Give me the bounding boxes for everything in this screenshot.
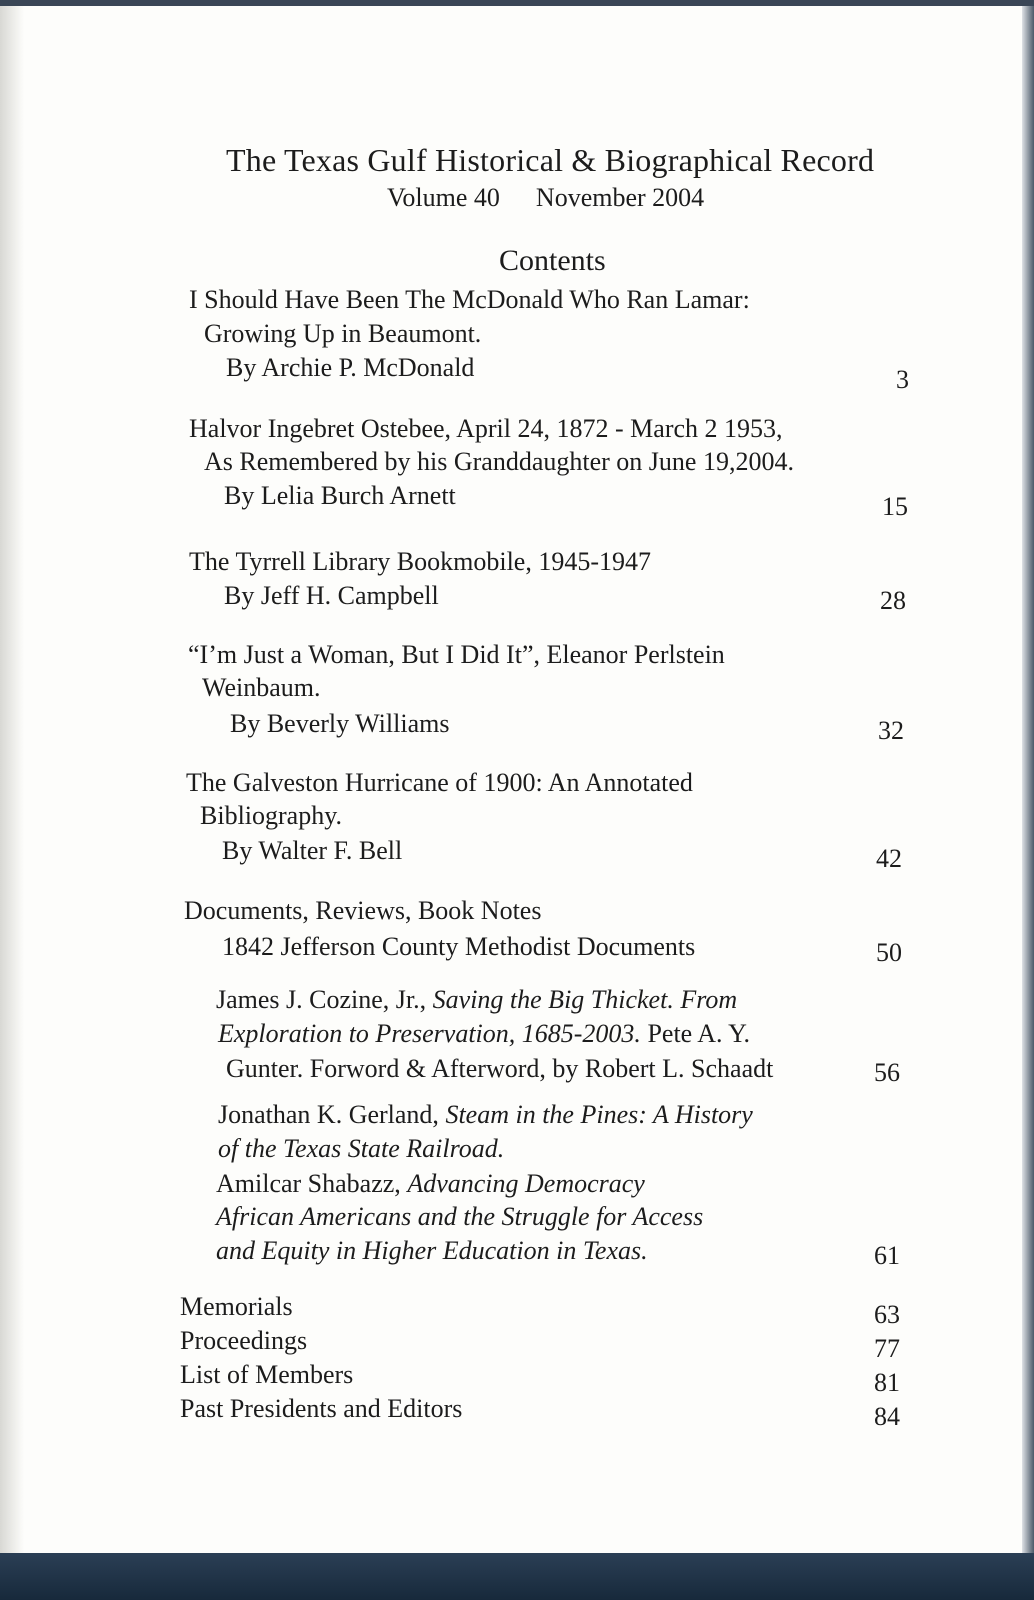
entry-1-author: By Archie P. McDonald: [226, 353, 475, 382]
entry-2-title-line-1: Halvor Ingebret Ostebee, April 24, 1872 - March 2 1953,: [189, 414, 783, 443]
review-shabazz-title-c: and Equity in Higher Education in Texas.: [216, 1236, 648, 1265]
past-presidents-label: Past Presidents and Editors: [180, 1394, 463, 1423]
entry-4-page: 32: [878, 716, 904, 745]
documents-item-1-page: 50: [876, 938, 902, 967]
entry-1-page: 3: [896, 365, 909, 394]
review-cozine-line-1: [216, 985, 737, 1015]
entry-1-title-line-1: I Should Have Been The McDonald Who Ran Lamar:: [189, 285, 750, 314]
journal-title: The Texas Gulf Historical & Biographical Record: [226, 142, 875, 178]
review-gerland-title-b-text: of the Texas State Railroad.: [218, 1134, 505, 1163]
past-presidents-page: 84: [874, 1402, 900, 1431]
review-cozine-title-b: Exploration to Preservation, 1685-2003.: [218, 1019, 641, 1048]
documents-heading: Documents, Reviews, Book Notes: [184, 896, 542, 925]
entry-1-title-line-2: Growing Up in Beaumont.: [204, 319, 482, 348]
volume-line: [387, 183, 704, 213]
documents-item-1: 1842 Jefferson County Methodist Documents: [222, 932, 696, 961]
page-right-edge: [1022, 6, 1034, 1553]
page-spine-shadow: [0, 6, 24, 1553]
review-cozine-page: 56: [874, 1058, 900, 1087]
memorials-page: 63: [874, 1300, 900, 1329]
entry-2-author: By Lelia Burch Arnett: [224, 481, 456, 510]
review-cozine-credit-a: Pete A. Y.: [647, 1019, 751, 1048]
list-of-members-page: 81: [874, 1368, 900, 1397]
review-shabazz-line-1: [216, 1169, 645, 1199]
entry-3-author: By Jeff H. Campbell: [224, 581, 439, 610]
entry-5-page: 42: [876, 844, 902, 873]
entry-4-title-line-2: Weinbaum.: [202, 673, 321, 702]
review-shabazz-page: 61: [874, 1241, 900, 1270]
memorials-label: Memorials: [180, 1292, 293, 1321]
review-gerland-title-b: [218, 1134, 504, 1164]
review-shabazz-author: Amilcar Shabazz,: [216, 1169, 401, 1198]
review-shabazz-line-3: [216, 1236, 648, 1266]
entry-5-title-line-2: Bibliography.: [200, 801, 343, 830]
entry-3-page: 28: [880, 586, 906, 615]
review-shabazz-title-a: Advancing Democracy: [407, 1169, 645, 1198]
entry-4-title-line-1: “I’m Just a Woman, But I Did It”, Eleanor Perlstein: [188, 640, 725, 669]
review-cozine-line-2: [218, 1019, 750, 1049]
entry-4-author: By Beverly Williams: [230, 709, 450, 738]
review-gerland-line-1: [218, 1100, 753, 1130]
review-cozine-author: James J. Cozine, Jr.,: [216, 985, 427, 1014]
entry-3-title-line-1: The Tyrrell Library Bookmobile, 1945-1947: [189, 547, 651, 576]
entry-5-title-line-1: The Galveston Hurricane of 1900: An Annotated: [186, 768, 693, 797]
proceedings-label: Proceedings: [180, 1326, 308, 1355]
bottom-edge: [0, 1553, 1034, 1600]
review-shabazz-line-2: [216, 1202, 703, 1232]
entry-2-title-line-2: As Remembered by his Granddaughter on June 19,2004.: [204, 447, 794, 476]
review-cozine-credit-b: Gunter. Forword & Afterword, by Robert L. Schaadt: [226, 1054, 774, 1083]
review-cozine-title-a: Saving the Big Thicket. From: [432, 985, 738, 1014]
review-gerland-title-a: Steam in the Pines: A History: [445, 1100, 753, 1129]
proceedings-page: 77: [874, 1334, 900, 1363]
entry-2-page: 15: [882, 492, 908, 521]
contents-heading: Contents: [499, 244, 606, 277]
volume-number: Volume 40: [387, 183, 500, 212]
list-of-members-label: List of Members: [180, 1360, 354, 1389]
issue-date: November 2004: [535, 183, 705, 212]
review-gerland-author: Jonathan K. Gerland,: [218, 1100, 439, 1129]
entry-5-author: By Walter F. Bell: [222, 836, 403, 865]
review-shabazz-title-b: African Americans and the Struggle for Access: [216, 1202, 704, 1231]
